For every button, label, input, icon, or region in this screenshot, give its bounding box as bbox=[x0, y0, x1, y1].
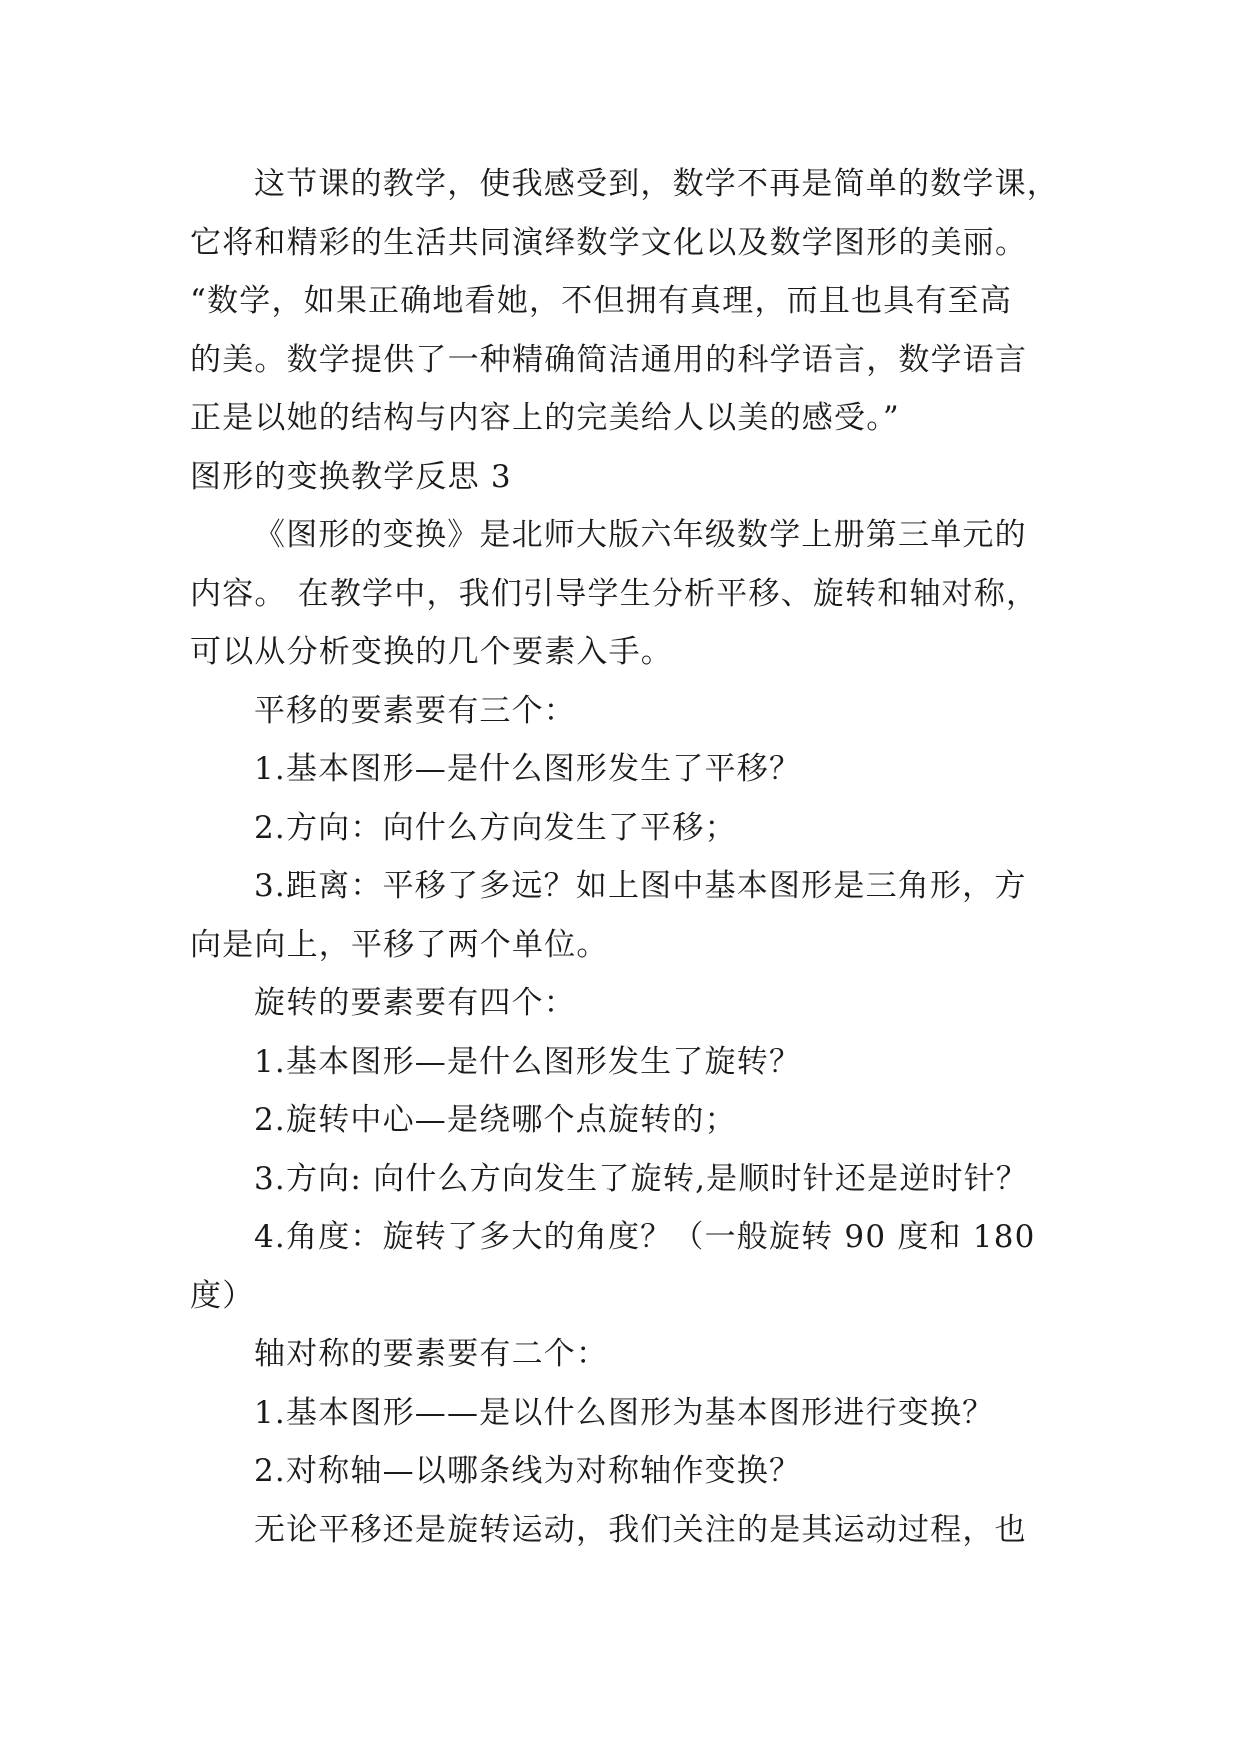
text-line: 4.角度：旋转了多大的角度？（一般旋转 90 度和 180 bbox=[254, 1219, 1036, 1255]
text-line: 《图形的变换》是北师大版六年级数学上册第三单元的 bbox=[254, 517, 1027, 553]
section-heading: 图形的变换教学反思 3 bbox=[190, 458, 512, 495]
paragraph-rotation-item-3 bbox=[190, 1150, 1060, 1209]
text-line: 平移的要素要有三个： bbox=[254, 692, 576, 729]
paragraph-symmetry-item-1 bbox=[190, 1384, 1060, 1443]
text-line: 无论平移还是旋转运动，我们关注的是其运动过程，也 bbox=[254, 1511, 1027, 1548]
text-line: 这节课的教学，使我感受到，数学不再是简单的数学课， bbox=[254, 166, 1059, 202]
text-line: 正是以她的结构与内容上的完美给人以美的感受。” bbox=[190, 400, 900, 436]
paragraph-overview bbox=[190, 506, 1060, 682]
paragraph-translation-item-3 bbox=[190, 857, 1060, 974]
text-line: 旋转的要素要有四个： bbox=[254, 985, 576, 1021]
text-line: 1.基本图形——是以什么图形为基本图形进行变换？ bbox=[254, 1394, 995, 1431]
text-line: 轴对称的要素要有二个： bbox=[254, 1336, 609, 1372]
text-line: 1.基本图形—是什么图形发生了旋转？ bbox=[254, 1043, 802, 1080]
paragraph-translation-title bbox=[190, 682, 1060, 741]
text-line: 3.距离：平移了多远？如上图中基本图形是三角形，方 bbox=[254, 868, 1027, 904]
text-line: 度） bbox=[190, 1277, 255, 1314]
text-line: 它将和精彩的生活共同演绎数学文化以及数学图形的美丽。 bbox=[190, 224, 1028, 261]
text-line: 向是向上，平移了两个单位。 bbox=[190, 926, 609, 963]
paragraph-rotation-item-2 bbox=[190, 1091, 1060, 1150]
paragraph-rotation-item-4 bbox=[190, 1208, 1060, 1325]
text-line: 内容。 在教学中，我们引导学生分析平移、旋转和轴对称， bbox=[190, 575, 1039, 612]
paragraph-closing bbox=[190, 1501, 1060, 1560]
paragraph-translation-item-1 bbox=[190, 740, 1060, 799]
paragraph-symmetry-item-2 bbox=[190, 1442, 1060, 1501]
text-line: 2.旋转中心—是绕哪个点旋转的； bbox=[254, 1102, 737, 1138]
paragraph-translation-item-2 bbox=[190, 799, 1060, 858]
paragraph-symmetry-title bbox=[190, 1325, 1060, 1384]
text-line: 的美。数学提供了一种精确简洁通用的科学语言，数学语言 bbox=[190, 341, 1028, 378]
text-line: 2.对称轴—以哪条线为对称轴作变换？ bbox=[254, 1453, 802, 1489]
text-line: 1.基本图形—是什么图形发生了平移？ bbox=[254, 751, 802, 787]
text-line: 3.方向: 向什么方向发生了旋转,是顺时针还是逆时针？ bbox=[254, 1160, 1029, 1197]
paragraph-rotation-title bbox=[190, 974, 1060, 1033]
document-content bbox=[190, 155, 1060, 1559]
text-line: 可以从分析变换的几个要素入手。 bbox=[190, 634, 673, 670]
paragraph-intro bbox=[190, 155, 1060, 448]
paragraph-rotation-item-1 bbox=[190, 1033, 1060, 1092]
text-line: “数学，如果正确地看她，不但拥有真理，而且也具有至高 bbox=[190, 283, 1013, 319]
text-line: 2.方向：向什么方向发生了平移； bbox=[254, 809, 737, 846]
